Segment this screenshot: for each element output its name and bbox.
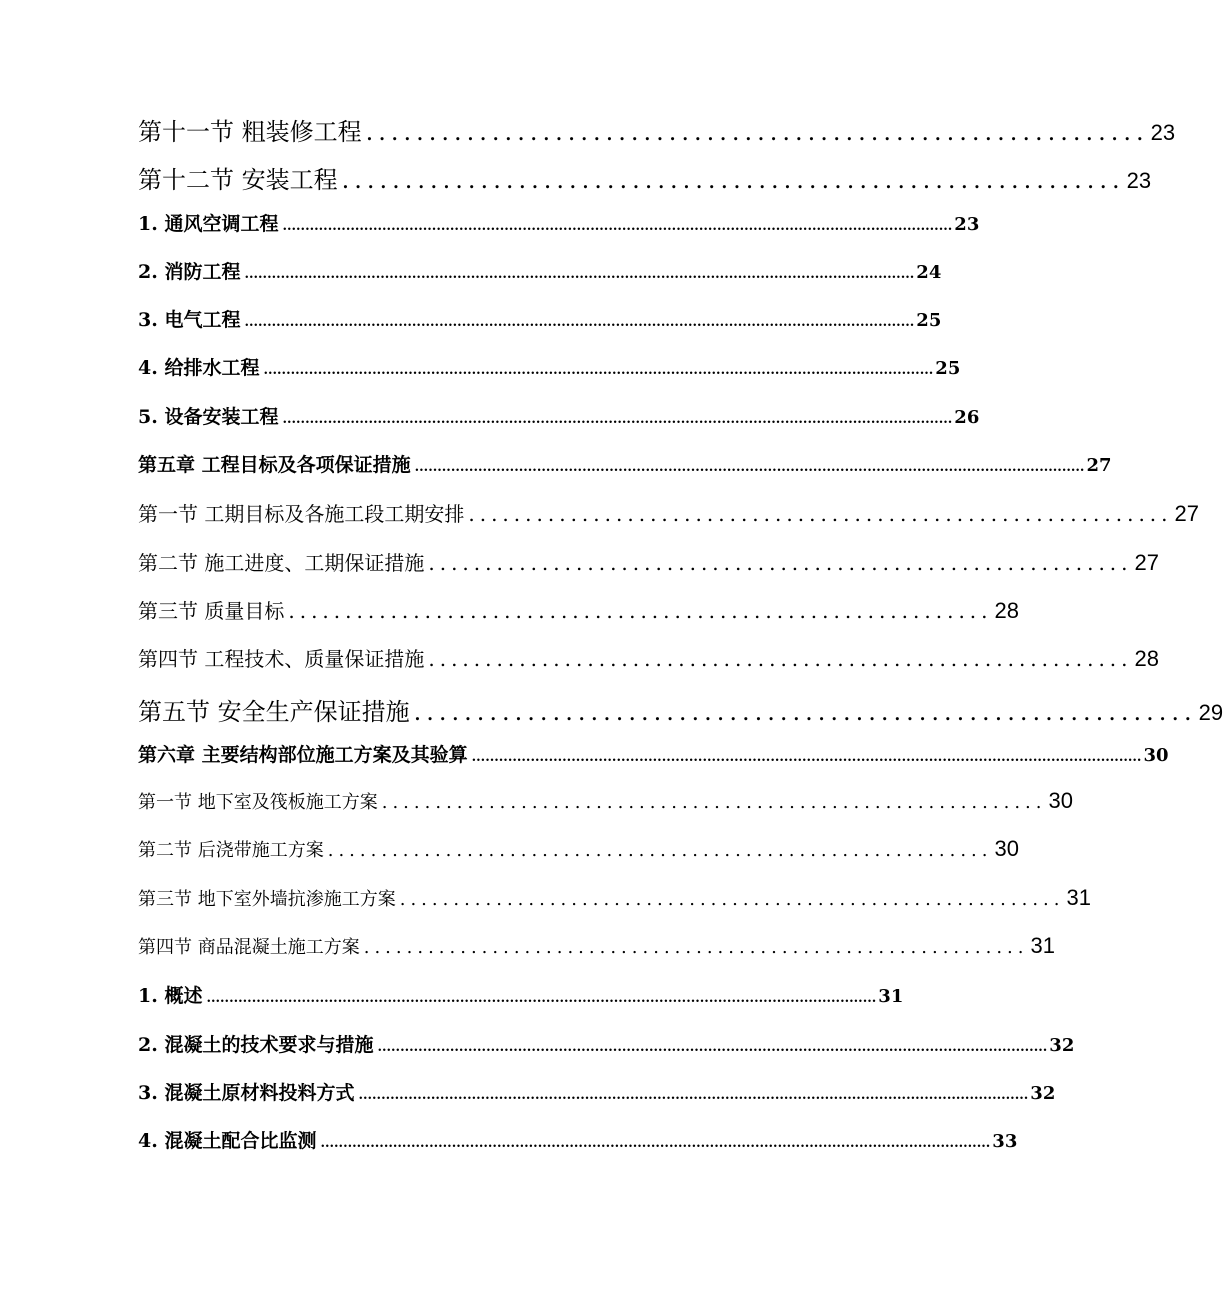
toc-entry[interactable] [138, 643, 1160, 691]
toc-entry-label: 第五章 工程目标及各项保证措施 [138, 454, 411, 477]
toc-entry[interactable] [138, 933, 1055, 981]
toc-leader-dots: .................................................................................................................................................... [320, 1136, 991, 1152]
toc-entry[interactable] [138, 305, 942, 353]
toc-entry-page: 30 [1143, 744, 1169, 766]
toc-leader-dots: .................................................................................................................................................... [282, 411, 953, 427]
toc-entry-page: 23 [1150, 120, 1176, 145]
toc-leader-dots: .................................................................................................................................................... [414, 460, 1085, 476]
toc-entry-label: 第三节 地下室外墙抗渗施工方案 [138, 888, 396, 910]
toc-entry-label: 4. 混凝土配合比监测 [138, 1130, 317, 1153]
toc-entry[interactable] [138, 1126, 1018, 1174]
toc-leader-dots: .............................................................. [399, 888, 1065, 910]
toc-entry-label: 5. 设备安装工程 [138, 405, 279, 428]
toc-entry[interactable] [138, 595, 1020, 643]
toc-leader-dots: .................................................................................................................................................... [263, 363, 934, 379]
toc-entry[interactable] [138, 981, 904, 1029]
toc-entry[interactable] [138, 450, 1112, 498]
toc-entry-page: 24 [916, 261, 942, 283]
toc-entry-label: 第三节 质量目标 [138, 598, 285, 623]
toc-entry-page: 32 [1030, 1082, 1056, 1104]
toc-entry-label: 1. 概述 [138, 985, 203, 1008]
toc-entry[interactable] [138, 836, 1019, 884]
toc-leader-dots: .................................................................................................................................................... [377, 1039, 1048, 1055]
toc-entry-label: 第六章 主要结构部位施工方案及其验算 [138, 743, 468, 766]
toc-entry-label: 第五节 安全生产保证措施 [138, 697, 410, 726]
toc-entry-label: 2. 消防工程 [138, 260, 241, 283]
toc-entry[interactable] [138, 112, 1176, 160]
toc-leader-dots: .............................................................. [428, 550, 1133, 575]
toc-entry-page: 29 [1198, 699, 1223, 725]
toc-entry[interactable] [138, 257, 942, 305]
toc-entry-page: 27 [1134, 549, 1160, 575]
toc-entry[interactable] [138, 740, 1169, 788]
toc-leader-dots: .............................................................. [363, 937, 1029, 959]
toc-entry[interactable] [138, 884, 1091, 933]
toc-entry[interactable] [138, 1078, 1056, 1126]
toc-entry-page: 31 [1030, 933, 1055, 959]
toc-leader-dots: .............................................................. [365, 118, 1149, 146]
toc-entry-label: 第十一节 粗装修工程 [138, 118, 362, 146]
toc-entry-page: 27 [1086, 455, 1112, 477]
toc-entry-page: 23 [1126, 168, 1152, 194]
toc-entry[interactable] [138, 160, 1152, 208]
toc-entry-label: 第一节 地下室及筏板施工方案 [138, 792, 378, 814]
toc-entry-page: 28 [1134, 646, 1160, 672]
toc-leader-dots: .............................................................. [428, 647, 1133, 672]
toc-entry-label: 第一节 工期目标及各施工段工期安排 [138, 502, 465, 527]
toc-entry-page: 25 [916, 310, 942, 332]
toc-entry-page: 27 [1174, 501, 1200, 527]
toc-entry-page: 25 [935, 358, 961, 380]
toc-entry-label: 第二节 施工进度、工期保证措施 [138, 550, 425, 575]
toc-entry-page: 31 [878, 986, 904, 1008]
toc-leader-dots: .................................................................................................................................................... [244, 266, 915, 282]
toc-leader-dots: .................................................................................................................................................... [206, 991, 877, 1007]
toc-leader-dots: .............................................................. [288, 598, 993, 623]
toc-entry-page: 30 [994, 836, 1019, 862]
toc-leader-dots: .................................................................................................................................................... [358, 1087, 1029, 1103]
toc-leader-dots: .............................................................. [341, 166, 1125, 195]
toc-leader-dots: .................................................................................................................................................... [471, 749, 1142, 765]
toc-entry-label: 第四节 工程技术、质量保证措施 [138, 647, 425, 672]
toc-leader-dots: .................................................................................................................................................... [244, 315, 915, 331]
toc-entry[interactable] [138, 209, 980, 257]
toc-entry-page: 28 [994, 597, 1020, 623]
toc-entry-page: 30 [1048, 788, 1073, 814]
toc-leader-dots: .............................................................. [381, 792, 1047, 814]
toc-entry-label: 4. 给排水工程 [138, 357, 260, 380]
toc-entry-page: 31 [1066, 884, 1091, 910]
toc-leader-dots: .............................................................. [327, 840, 993, 862]
toc-entry-page: 23 [954, 213, 980, 235]
toc-leader-dots: .............................................................. [468, 502, 1173, 527]
toc-entry[interactable] [138, 692, 1223, 740]
table-of-contents [138, 112, 1223, 1175]
toc-entry-label: 3. 电气工程 [138, 309, 241, 332]
toc-entry-label: 1. 通风空调工程 [138, 212, 279, 235]
toc-entry-page: 26 [954, 406, 980, 428]
toc-entry-label: 3. 混凝土原材料投料方式 [138, 1081, 355, 1104]
toc-entry-label: 2. 混凝土的技术要求与措施 [138, 1033, 374, 1056]
toc-leader-dots: .............................................................. [413, 697, 1197, 726]
toc-entry-label: 第二节 后浇带施工方案 [138, 840, 324, 862]
toc-leader-dots: .................................................................................................................................................... [282, 218, 953, 234]
toc-entry[interactable] [138, 498, 1200, 546]
toc-entry-label: 第四节 商品混凝土施工方案 [138, 937, 360, 959]
toc-entry[interactable] [138, 353, 961, 401]
toc-entry-page: 33 [992, 1131, 1018, 1153]
toc-entry-page: 32 [1049, 1034, 1075, 1056]
toc-entry[interactable] [138, 788, 1073, 836]
toc-entry[interactable] [138, 402, 980, 450]
toc-entry[interactable] [138, 1030, 1075, 1078]
toc-entry-label: 第十二节 安装工程 [138, 166, 338, 195]
toc-entry[interactable] [138, 547, 1160, 595]
